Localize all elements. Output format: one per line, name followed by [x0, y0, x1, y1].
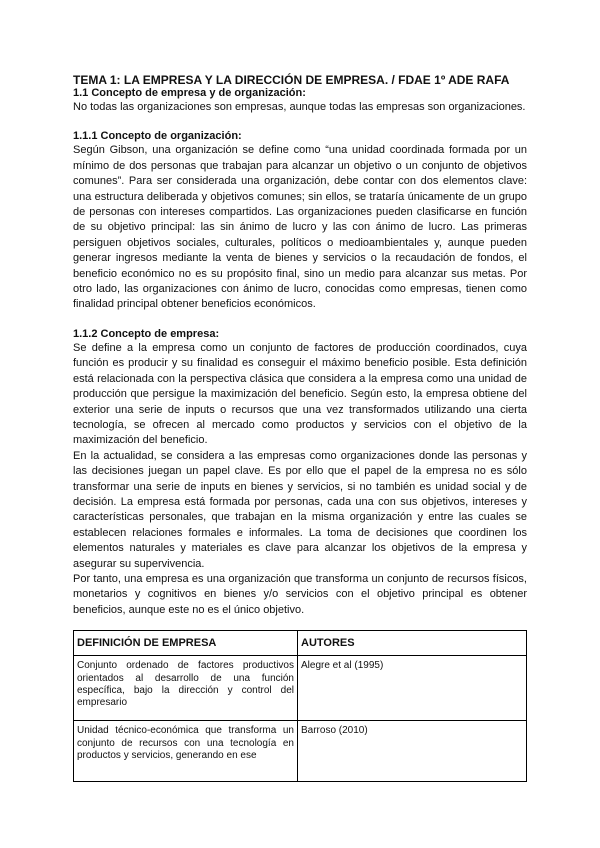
document-title: TEMA 1: LA EMPRESA Y LA DIRECCIÓN DE EMPRESA. / FDAE 1º ADE RAFA [73, 73, 510, 87]
section-heading-1-1: 1.1 Concepto de empresa y de organización: [73, 87, 306, 99]
table-header-definition: DEFINICIÓN DE EMPRESA [74, 631, 298, 656]
table-row [74, 656, 527, 721]
table-cell-author: Alegre et al (1995) [298, 656, 527, 721]
table-cell-definition: Conjunto ordenado de factores productivos orientados al desarrollo de una función específica, bajo la dirección y control del empresario [74, 656, 298, 721]
section-1-1-2-paragraph-1: Se define a la empresa como un conjunto de factores de producción coordinados, cuya función es producir y su finalidad es conseguir el máximo beneficio posible. Esta definición está relacionada con la perspectiva clásica que considera a la empresa como una unidad de producción que persigue la maximización del beneficio. Según esto, la empresa obtiene del exterior una serie de inputs o recursos que una vez transformados utilizando una cierta tecnología, se ofrecen al mercado como productos y servicios con el objetivo de la maximización del beneficio. [73, 341, 527, 447]
table-cell-author: Barroso (2010) [298, 721, 527, 782]
section-1-1-2-paragraph-2: En la actualidad, se considera a las empresas como organizaciones donde las personas y las decisiones juegan un papel clave. Es por ello que el papel de la empresa no es sólo transformar una serie de inputs en bienes y servicios, si no también es unidad social y de decisión. La empresa está formada por personas, cada una con sus objetivos, intereses y características personales, que trabajan en la misma organización y entre las cuales se establecen relaciones formales e informales. La toma de decisiones que coordinen los elementos naturales y materiales es clave para alcanzar los objetivos de la empresa y asegurar su supervivencia. [73, 449, 527, 570]
table-row [74, 721, 527, 782]
section-heading-1-1-1: 1.1.1 Concepto de organización: [73, 130, 242, 143]
section-1-1-1-text: Según Gibson, una organización se define como “una unidad coordinada formada por un mínimo de dos personas que trabajan para alcanzar un objetivo o un conjunto de objetivos comunes”. Para ser considerada una organización, debe contar con dos elementos clave: una estructura deliberada y objetivos comunes; sin ellos, se trataría únicamente de un grupo de personas con intereses compartidos. Las organizaciones pueden clasificarse en función de su objetivo principal: las sin ánimo de lucro y las con ánimo de lucro. Las primeras persiguen objetivos sociales, culturales, políticos o medioambientales y, aunque pueden generar ingresos mediante la venta de bienes y servicios o la recaudación de fondos, el beneficio económico no es su propósito final, sino un medio para alcanzar sus metas. Por otro lado, las organizaciones con ánimo de lucro, conocidas como empresas, tienen como finalidad principal obtener beneficios económicos. [73, 144, 527, 311]
definitions-table [73, 630, 527, 782]
section-1-1-2-paragraph-3: Por tanto, una empresa es una organización que transforma un conjunto de recursos físicos, monetarios y cognitivos en bienes y/o servicios con el objetivo principal es obtener beneficios, aunque este no es el único objetivo. [73, 572, 527, 616]
section-heading-1-1-2: 1.1.2 Concepto de empresa: [73, 327, 220, 340]
table-header-row [74, 631, 527, 656]
table-header-authors: AUTORES [298, 631, 527, 656]
table-cell-definition: Unidad técnico-económica que transforma un conjunto de recursos con una tecnología en productos y servicios, generando en ese [74, 721, 298, 782]
section-1-1-text: No todas las organizaciones son empresas, aunque todas las empresas son organizaciones. [73, 101, 526, 113]
document-body [73, 73, 527, 782]
